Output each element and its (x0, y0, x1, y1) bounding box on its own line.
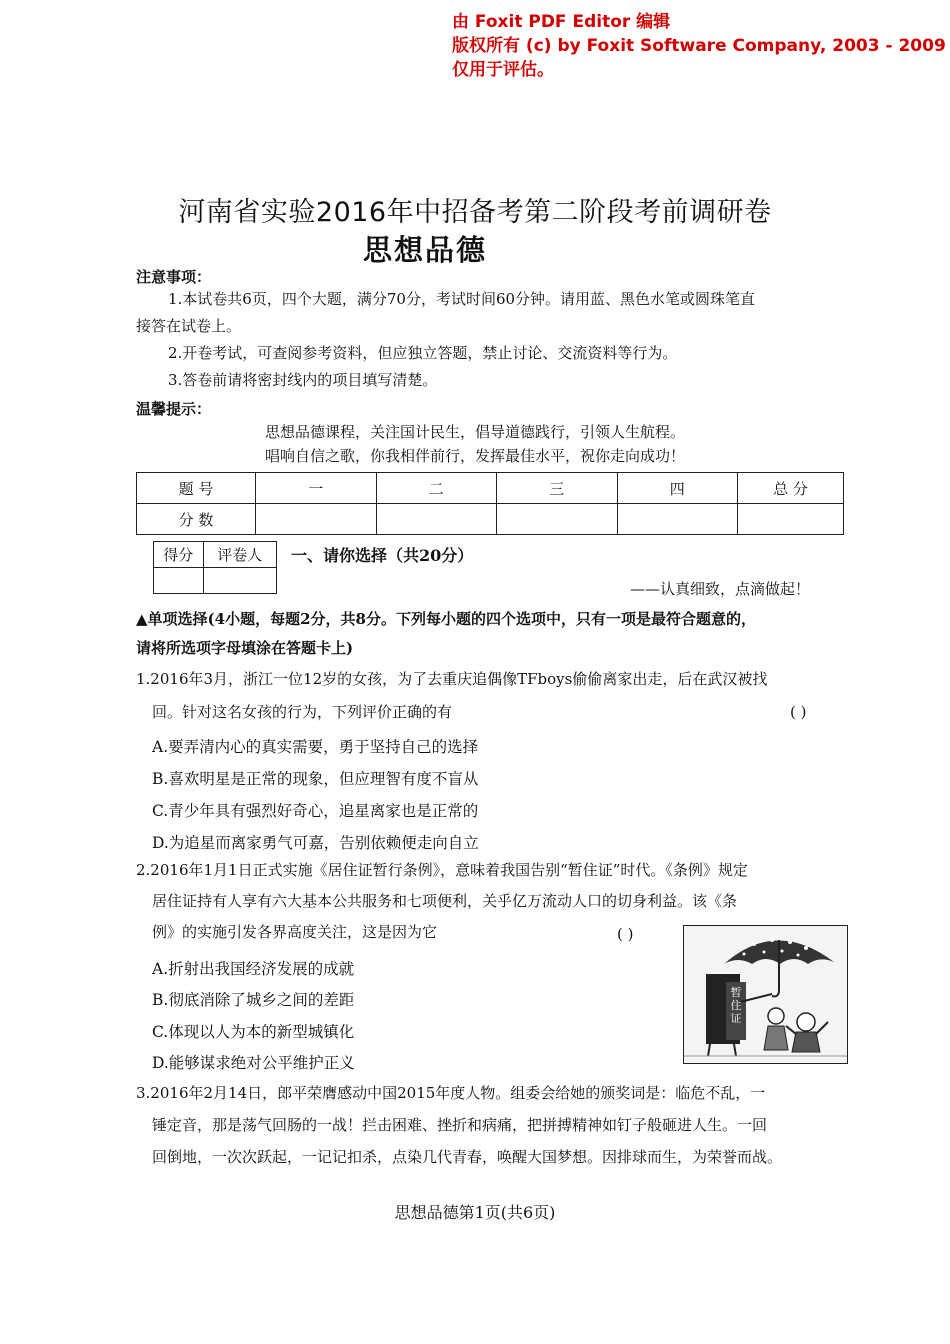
score-input-cell[interactable] (256, 504, 377, 535)
score-row-label: 分 数 (137, 504, 256, 535)
q2-option-a[interactable]: A.折射出我国经济发展的成就 (152, 960, 355, 978)
q3-line-2: 锤定音，那是荡气回肠的一战！拦击困难、挫折和病痛，把拼搏精神如钉子般砸进人生。一回 (152, 1116, 768, 1134)
grader-score-label: 得分 (154, 542, 204, 568)
q1-option-d[interactable]: D.为追星而离家勇气可嘉，告别依赖便走向自立 (152, 834, 479, 852)
umbrella-illustration-icon (684, 926, 847, 1063)
score-table-score-row (137, 504, 844, 535)
section-1-motto: ——认真细致，点滴做起！ (630, 580, 811, 598)
q2-line-3: 例》的实施引发各界高度关注，这是因为它 (152, 923, 438, 941)
watermark-line-1: 由 Foxit PDF Editor 编辑 (452, 12, 671, 32)
q3-line-3: 回倒地，一次次跃起，一记记扣杀，点染几代青春，唤醒大国梦想。因排球而生，为荣誉而战。 (152, 1148, 783, 1166)
score-table (136, 472, 844, 535)
notice-item-1a: 1.本试卷共6页，四个大题，满分70分，考试时间60分钟。请用蓝、黑色水笔或圆珠笔直 (168, 290, 756, 308)
section-1-title: 一、请你选择（共20分） (291, 546, 474, 565)
umbrella-cartoon-image (683, 925, 848, 1064)
score-input-cell[interactable] (617, 504, 738, 535)
score-input-cell[interactable] (376, 504, 497, 535)
score-table-cell: 三 (497, 473, 618, 504)
subject-title: 思想品德 (362, 233, 487, 267)
page-footer: 思想品德第1页(共6页) (394, 1203, 556, 1222)
grader-table (153, 541, 277, 594)
grader-name-cell[interactable] (203, 568, 276, 594)
watermark (452, 10, 946, 82)
q1-line-2: 回。针对这名女孩的行为，下列评价正确的有 (152, 703, 453, 721)
score-table-cell: 一 (256, 473, 377, 504)
q1-option-c[interactable]: C.青少年具有强烈好奇心，追星离家也是正常的 (152, 802, 479, 820)
grader-score-cell[interactable] (154, 568, 204, 594)
exam-title: 河南省实验2016年中招备考第二阶段考前调研卷 (178, 197, 772, 228)
q2-option-c[interactable]: C.体现以人为本的新型城镇化 (152, 1023, 355, 1041)
section-1-instruction-b: 请将所选项字母填涂在答题卡上) (136, 639, 354, 657)
q1-option-a[interactable]: A.要弄清内心的真实需要，勇于坚持自己的选择 (152, 738, 479, 756)
q2-option-b[interactable]: B.彻底消除了城乡之间的差距 (152, 991, 355, 1009)
card-label: 暂住证 (730, 986, 742, 1025)
grader-name-label: 评卷人 (203, 542, 276, 568)
tips-line-2: 唱响自信之歌，你我相伴前行，发挥最佳水平，祝你走向成功！ (265, 447, 686, 465)
q2-option-d[interactable]: D.能够谋求绝对公平维护正义 (152, 1054, 355, 1072)
q1-option-b[interactable]: B.喜欢明星是正常的现象，但应理智有度不盲从 (152, 770, 479, 788)
score-table-cell: 总 分 (738, 473, 844, 504)
q3-line-1: 3.2016年2月14日，郎平荣膺感动中国2015年度人物。组委会给她的颁奖词是：临危不乱，一 (136, 1084, 766, 1102)
tips-line-1: 思想品德课程，关注国计民生，倡导道德践行，引领人生航程。 (265, 423, 686, 441)
notice-label: 注意事项： (136, 268, 212, 286)
tips-label: 温馨提示： (136, 400, 212, 418)
score-table-cell: 题 号 (137, 473, 256, 504)
score-input-cell[interactable] (497, 504, 618, 535)
watermark-line-3: 仅用于评估。 (452, 60, 554, 80)
q2-line-1: 2.2016年1月1日正式实施《居住证暂行条例》，意味着我国告别“暂住证”时代。《条例》规定 (136, 861, 748, 879)
notice-item-1b: 接答在试卷上。 (136, 317, 242, 335)
score-table-cell: 四 (617, 473, 738, 504)
score-table-cell: 二 (376, 473, 497, 504)
q1-line-1: 1.2016年3月，浙江一位12岁的女孩，为了去重庆追偶像TFboys偷偷离家出走，后在武汉被找 (136, 670, 768, 688)
q1-answer-paren[interactable]: ( ) (790, 703, 807, 721)
watermark-line-2: 版权所有 (c) by Foxit Software Company, 2003 - 2009 (452, 36, 946, 56)
score-input-cell[interactable] (738, 504, 844, 535)
notice-item-3: 3.答卷前请将密封线内的项目填写清楚。 (168, 371, 438, 389)
q2-line-2: 居住证持有人享有六大基本公共服务和七项便利，关乎亿万流动人口的切身利益。该《条 (152, 892, 738, 910)
notice-item-2: 2.开卷考试，可查阅参考资料，但应独立答题，禁止讨论、交流资料等行为。 (168, 344, 678, 362)
q2-answer-paren[interactable]: ( ) (617, 925, 634, 943)
score-table-header-row (137, 473, 844, 504)
section-1-instruction-a: ▲单项选择(4小题，每题2分，共8分。下列每小题的四个选项中，只有一项是最符合题意的， (136, 610, 756, 628)
